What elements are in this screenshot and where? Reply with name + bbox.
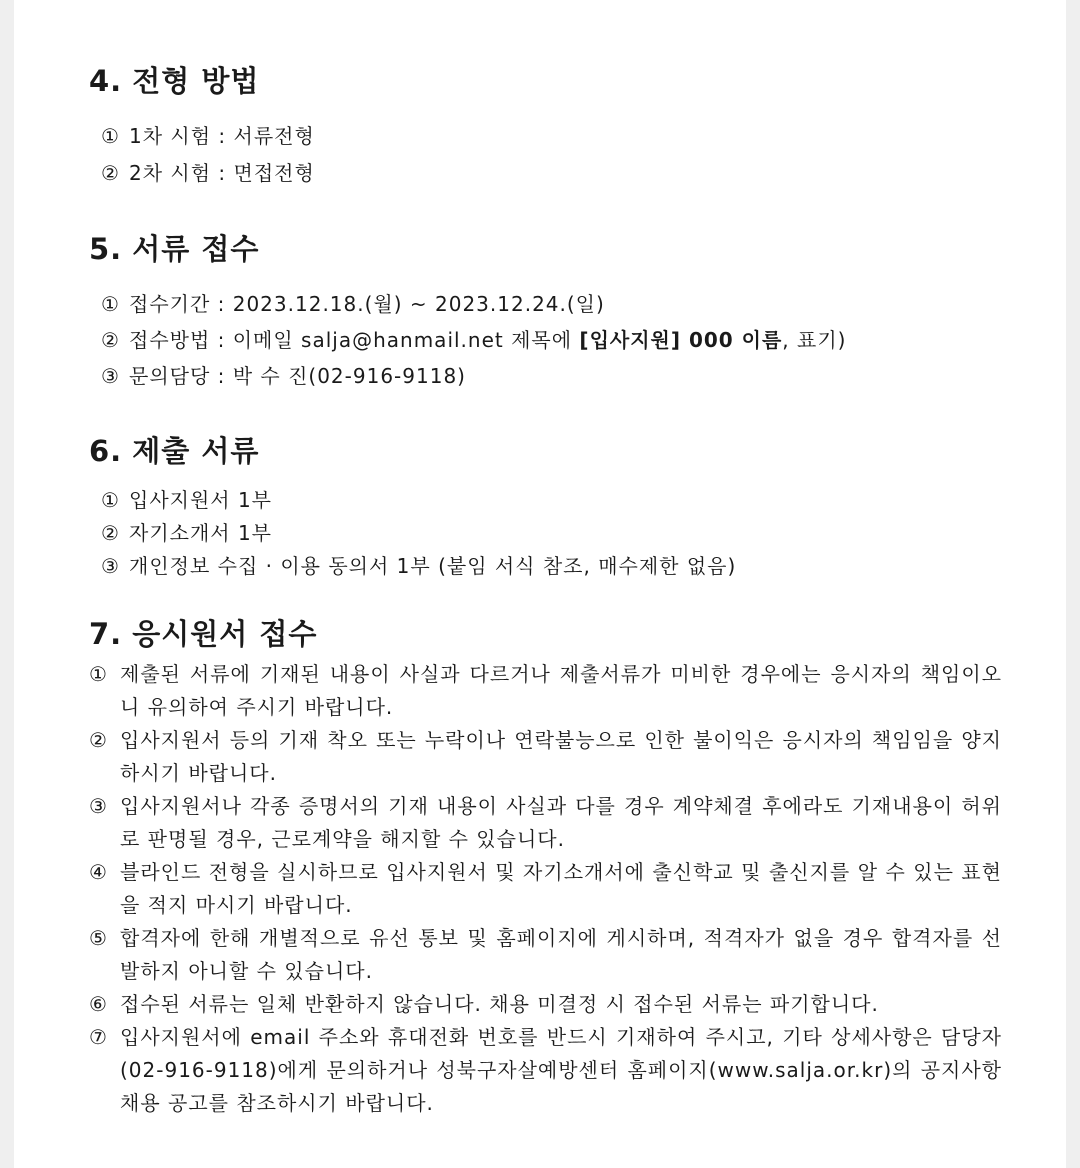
list-item [101,324,1002,357]
item-text: 접수기간 : 2023.12.18.(월) ~ 2023.12.24.(일) [129,292,605,316]
notice-item [89,658,1002,724]
item-text: 문의담당 : 박 수 진(02-916-9118) [129,364,466,388]
notice-item [89,790,1002,856]
list-item [101,550,1002,583]
section-number: 7. [89,617,123,651]
section-heading [89,616,1002,652]
notice-item [89,922,1002,988]
page-margin-right [1066,0,1080,1168]
item-text: 입사지원서에 email 주소와 휴대전화 번호를 반드시 기재하여 주시고, 기타 상세사항은 담당자(02-916-9118)에게 문의하거나 성북구자살예방센터 홈페이지(www.salja.or.kr)의 공지사항 채용 공고를 참조하시기 바랍니다. [120,1025,1002,1115]
item-text: 입사지원서 1부 [129,488,273,512]
item-text: 입사지원서 등의 기재 착오 또는 누락이나 연락불능으로 인한 불이익은 응시자의 책임임을 양지하시기 바랍니다. [120,728,1002,785]
notice-item [89,856,1002,922]
section-document-submission [89,231,1002,393]
notice-item [89,724,1002,790]
section-application-receipt [89,616,1002,1120]
section-number: 6. [89,434,123,468]
notice-item [89,1021,1002,1120]
item-text: 합격자에 한해 개별적으로 유선 통보 및 홈페이지에 게시하며, 적격자가 없을 경우 합격자를 선발하지 아니할 수 있습니다. [120,926,1002,983]
list-item [101,120,1002,153]
section-title: 응시원서 접수 [132,617,318,651]
item-marker: ③ [101,364,120,388]
item-marker: ① [89,662,108,686]
item-text: 접수된 서류는 일체 반환하지 않습니다. 채용 미결정 시 접수된 서류는 파기합니다. [120,992,879,1016]
list-item [101,288,1002,321]
item-marker: ① [101,292,120,316]
item-marker: ③ [89,794,108,818]
section-heading [89,433,1002,469]
item-marker: ① [101,488,120,512]
section-title: 서류 접수 [132,232,260,266]
item-marker: ② [101,328,120,352]
section-required-documents [89,433,1002,583]
item-text: 블라인드 전형을 실시하므로 입사지원서 및 자기소개서에 출신학교 및 출신지를 알 수 있는 표현을 적지 마시기 바랍니다. [120,860,1002,917]
item-text: 1차 시험 : 서류전형 [129,124,315,148]
item-marker: ⑥ [89,992,108,1016]
list-item [101,157,1002,190]
section-number: 5. [89,232,123,266]
email-subject-format: [입사지원] 000 이름 [579,328,783,352]
section-number: 4. [89,64,123,98]
notice-item [89,988,1002,1021]
item-text: 접수방법 : 이메일 salja@hanmail.net 제목에 [129,328,580,352]
item-text: 개인정보 수집 · 이용 동의서 1부 (붙임 서식 참조, 매수제한 없음) [129,554,737,578]
list-item [101,517,1002,550]
section-heading [89,63,1002,99]
item-marker: ⑤ [89,926,108,950]
section-title: 제출 서류 [132,434,260,468]
list-item [101,484,1002,517]
item-text: 입사지원서나 각종 증명서의 기재 내용이 사실과 다를 경우 계약체결 후에라도 기재내용이 허위로 판명될 경우, 근로계약을 해지할 수 있습니다. [120,794,1002,851]
item-text: 2차 시험 : 면접전형 [129,161,315,185]
section-title: 전형 방법 [132,64,260,98]
item-marker: ② [101,521,120,545]
item-marker: ① [101,124,120,148]
section-selection-method [89,63,1002,190]
item-marker: ② [89,728,108,752]
page-margin-left [0,0,14,1168]
item-marker: ② [101,161,120,185]
item-text-suffix: , 표기) [782,328,847,352]
item-marker: ③ [101,554,120,578]
list-item [101,360,1002,393]
item-text: 자기소개서 1부 [129,521,273,545]
item-text: 제출된 서류에 기재된 내용이 사실과 다르거나 제출서류가 미비한 경우에는 응시자의 책임이오니 유의하여 주시기 바랍니다. [120,662,1002,719]
section-heading [89,231,1002,267]
item-marker: ⑦ [89,1025,108,1049]
item-marker: ④ [89,860,108,884]
